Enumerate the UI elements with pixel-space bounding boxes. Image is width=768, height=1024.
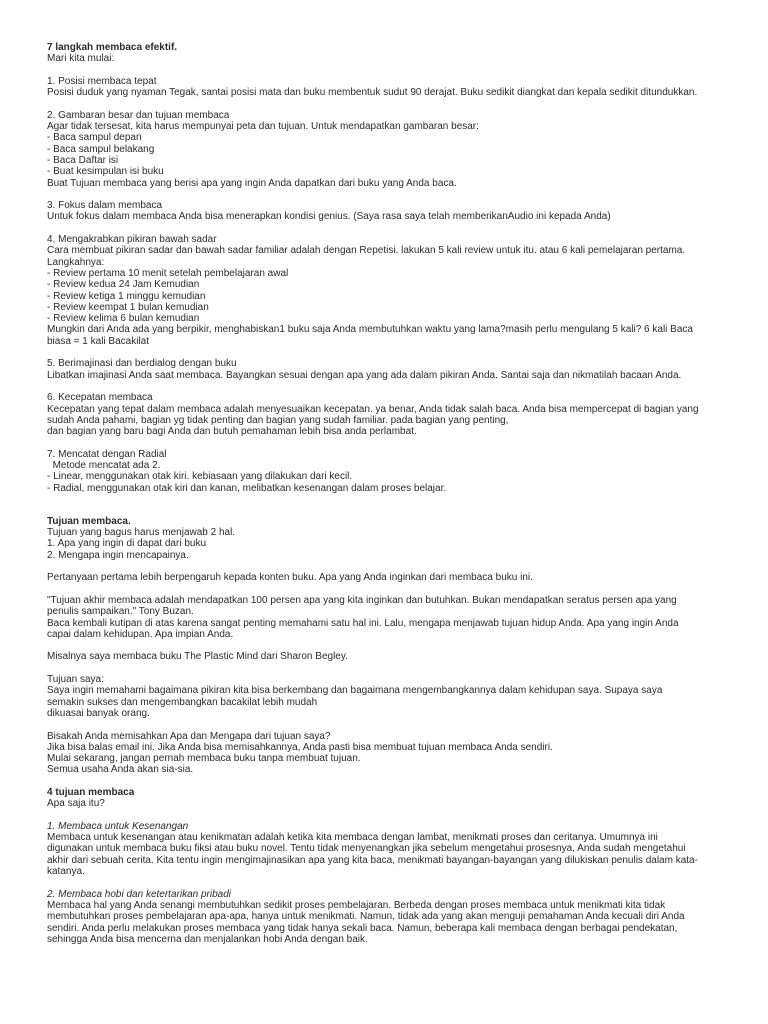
text-line: Misalnya saya membaca buku The Plastic Mind dari Sharon Begley. (47, 651, 348, 663)
paragraph (47, 595, 728, 640)
text-line: - Review pertama 10 menit setelah pembelajaran awal (47, 267, 289, 279)
text-line: 6. Kecepatan membaca (47, 392, 153, 404)
text-line: Libatkan imajinasi Anda saat membaca. Bayangkan sesuai dengan apa yang ada dalam pikiran Anda. Santai saja dan nikmatilah bacaan Anda. (47, 369, 682, 381)
section-seven-steps (47, 42, 728, 65)
text-line: penulis sampaikan." Tony Buzan. (47, 606, 194, 618)
text-line: Agar tidak tersesat, kita harus mempunyai peta dan tujuan. Untuk mendapatkan gambaran besar: (47, 121, 479, 133)
paragraph (47, 651, 728, 662)
step-item (47, 358, 728, 381)
text-line: Jika bisa balas email ini. Jika Anda bisa memisahkannya, Anda pasti bisa membuat tujuan membaca Anda sendiri. (47, 741, 553, 753)
four-goals-list (47, 821, 728, 945)
text-line: Untuk fokus dalam membaca Anda bisa menerapkan kondisi genius. (Saya rasa saya telah memberikanAudio ini kepada Anda) (47, 211, 611, 223)
text-line: - Baca sampul depan (47, 132, 142, 144)
text-line: - Linear, menggunakan otak kiri. kebiasaan yang dilakukan dari kecil. (47, 471, 353, 483)
step-item (47, 110, 728, 189)
text-line: digunakan untuk membaca buku fiksi atau buku novel. Tentu tidak menyenangkan jika sebelum mengetahui prosesnya, Anda sudah mengetahui (47, 843, 686, 855)
text-line: Semua usaha Anda akan sia-sia. (47, 764, 194, 776)
text-line: - Review kedua 24 Jam Kemudian (47, 279, 200, 291)
text-line: katanya. (47, 866, 85, 878)
text-line: membutuhkan proses pembelajaran apa-apa, hanya untuk menikmati. Namun, tidak ada yang akan menguji pemahaman Anda kecuali diri Anda (47, 911, 685, 923)
text-line: Tujuan yang bagus harus menjawab 2 hal. (47, 527, 236, 539)
text-line: Posisi duduk yang nyaman Tegak, santai posisi mata dan buku membentuk sudut 90 derajat. Buku sedikit diangkat dan kepala sedikit ditundukkan. (47, 87, 698, 99)
text-line: - Radial, menggunakan otak kiri dan kanan, melibatkan kesenangan dalam proses belajar. (47, 482, 447, 494)
goal-item (47, 889, 728, 945)
text-line: dan bagian yang baru bagi Anda dan butuh pemahaman lebih bisa anda perlambat. (47, 426, 417, 438)
text-line: Bisakah Anda memisahkan Apa dan Mengapa dari tujuan saya? (47, 730, 331, 742)
section-title: 7 langkah membaca efektif. (47, 42, 178, 53)
text-line: - Review ketiga 1 minggu kemudian (47, 290, 206, 302)
step-item (47, 234, 728, 347)
text-line: sendiri. Anda perlu melakukan proses membaca yang tidak hanya sekali baca. Namun, beberapa kali membaca dengan berbagai pendekatan, (47, 922, 678, 934)
text-line: dikuasai banyak orang. (47, 707, 150, 719)
text-line: 5. Berimajinasi dan berdialog dengan buku (47, 358, 237, 370)
text-line: 4. Mengakrabkan pikiran bawah sadar (47, 234, 217, 246)
text-line: 2. Gambaran besar dan tujuan membaca (47, 109, 230, 121)
text-line: Kecepatan yang tepat dalam membaca adalah menyesuaikan kecepatan. ya benar, Anda tidak salah baca. Anda bisa mempercepat di bagian yang (47, 403, 699, 415)
goal-item-heading: 2. Membaca hobi dan ketertarikan pribadi (47, 888, 231, 900)
text-line: 2. Mengapa ingin mencapainya. (47, 549, 189, 561)
text-line: 7. Mencatat dengan Radial (47, 448, 167, 460)
text-line: - Baca Daftar isi (47, 154, 119, 166)
text-line: "Tujuan akhir membaca adalah mendapatkan 100 persen apa yang kita inginkan dan butuhkan. Bukan mendapatkan seratus persen apa yang (47, 594, 677, 606)
text-line: Baca kembali kutipan di atas karena sangat penting memahami satu hal ini. Lalu, mengapa menjawab tujuan hidup Anda. Apa yang ingin Anda (47, 617, 679, 629)
text-line: - Buat kesimpulan isi buku (47, 166, 164, 178)
section-title: Tujuan membaca. (47, 515, 131, 527)
text-line: Membaca hal yang Anda senangi membutuhkan sedikit proses pembelajaran. Berbeda dengan proses membaca untuk menikmati kita tidak (47, 899, 666, 911)
text-line: Langkahnya: (47, 256, 105, 268)
text-line: capai dalam kehidupan. Apa impian Anda. (47, 628, 234, 640)
step-item (47, 449, 728, 494)
text-line: - Review kelima 6 bulan kemudian (47, 313, 200, 325)
text-line: Cara membuat pikiran sadar dan bawah sadar familiar adalah dengan Repetisi. lakukan 5 kali review untuk itu. atau 6 kali pemelajaran pertama. (47, 245, 686, 257)
section-intro: Apa saja itu? (47, 798, 105, 810)
text-line: Mungkin dari Anda ada yang berpikir, menghabiskan1 buku saja Anda membutuhkan waktu yang lama?masih perlu mengulang 5 kali? 6 kali Baca (47, 324, 693, 336)
text-line: Tujuan saya: (47, 674, 104, 686)
goal-item-heading: 1. Membaca untuk Kesenangan (47, 820, 189, 832)
text-line: semakin sukses dan mengembangkan bacakilat lebih mudah (47, 696, 318, 708)
text-line: 3. Fokus dalam membaca (47, 200, 163, 212)
text-line: - Review keempat 1 bulan kemudian (47, 301, 209, 313)
text-line: - Baca sampul belakang (47, 143, 155, 155)
paragraph (47, 572, 728, 583)
step-item (47, 76, 728, 99)
step-item (47, 392, 728, 437)
text-line: Pertanyaan pertama lebih berpengaruh kepada konten buku. Apa yang Anda inginkan dari membaca buku ini. (47, 572, 533, 584)
text-line: Mulai sekarang, jangan pernah membaca buku tanpa membuat tujuan. (47, 753, 361, 765)
text-line: biasa = 1 kali Bacakilat (47, 335, 150, 347)
text-line: akhir dari sebuah cerita. Kita tentu ingin mengimajinasikan apa yang kita baca, menikmati bayangan-bayangan yang dilukiskan penulis dalam kata- (47, 854, 698, 866)
text-line: sehingga Anda bisa mencerna dan menjalankan hobi Anda dengan baik. (47, 933, 368, 945)
step-item (47, 200, 728, 223)
goal-paragraphs (47, 527, 728, 776)
text-line: Saya ingin memahami bagaimana pikiran kita bisa berkembang dan bagaimana mengembangkannya dalam kehidupan saya. Supaya saya (47, 685, 663, 697)
text-line: 1. Apa yang ingin di dapat dari buku (47, 538, 207, 550)
text-line: sudah Anda pahami, bagian yg tidak penting dan bagian yang sudah familiar. pada bagian yang penting, (47, 414, 509, 426)
text-line: Membaca untuk kesenangan atau kenikmatan adalah ketika kita membaca dengan lambat, menikmati proses dan ceritanya. Umumnya ini (47, 832, 658, 844)
section-reading-goal (47, 516, 728, 527)
goal-item (47, 821, 728, 877)
paragraph (47, 731, 728, 776)
section-four-goals (47, 787, 728, 810)
text-line: Metode mencatat ada 2. (47, 459, 161, 471)
text-line: Buat Tujuan membaca yang berisi apa yang ingin Anda dapatkan dari buku yang Anda baca. (47, 177, 457, 189)
section-intro: Mari kita mulai: (47, 53, 115, 65)
text-line: 1. Posisi membaca tepat (47, 75, 157, 87)
paragraph (47, 674, 728, 719)
section-title: 4 tujuan membaca (47, 787, 135, 798)
steps-list (47, 76, 728, 494)
paragraph (47, 527, 728, 561)
